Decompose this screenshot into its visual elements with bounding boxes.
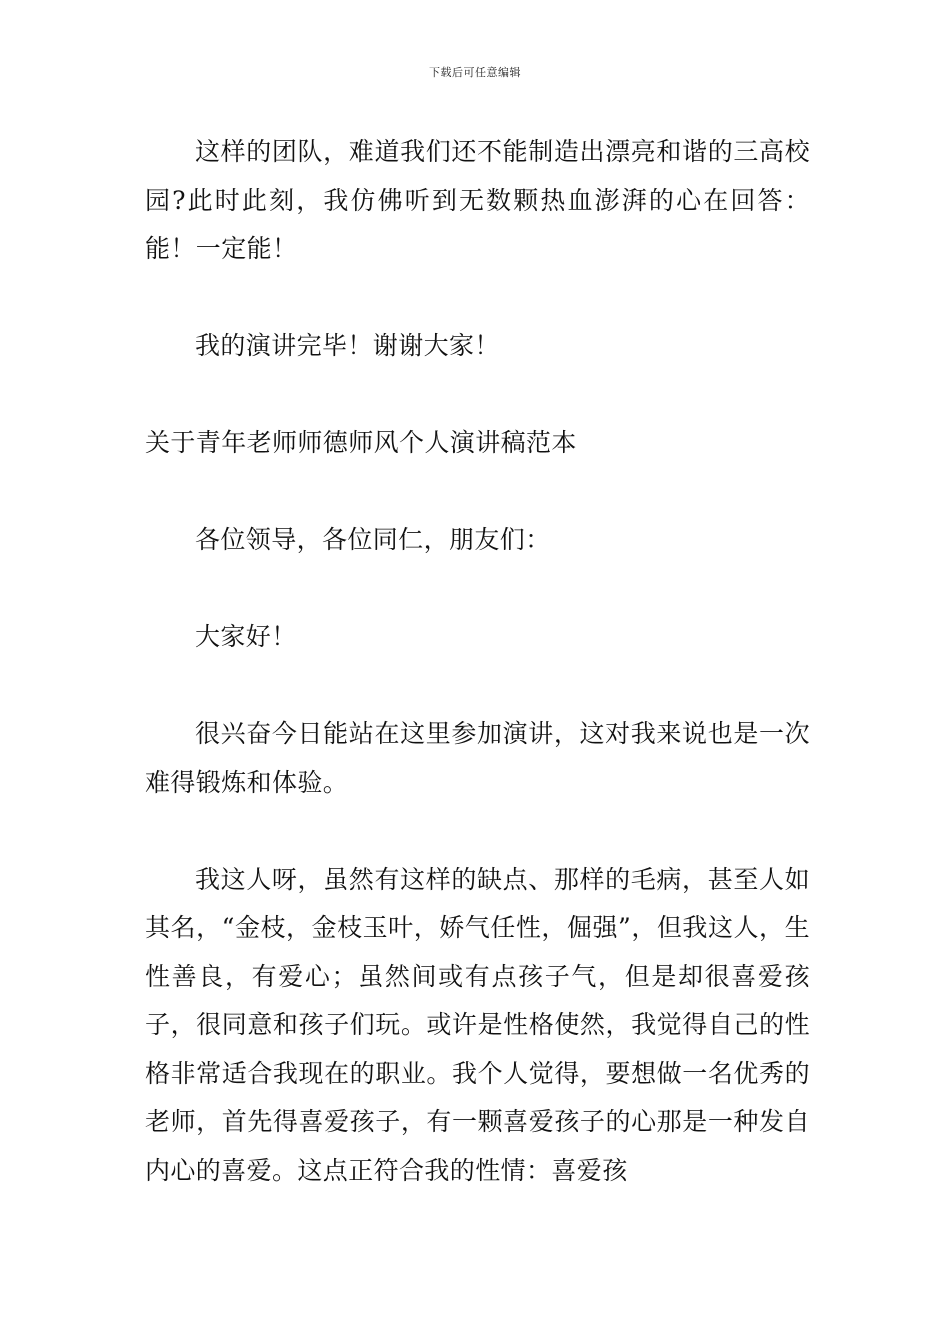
document-body (145, 128, 810, 1244)
paragraph-opening: 很兴奋今日能站在这里参加演讲，这对我来说也是一次难得锻炼和体验。 (145, 719, 810, 797)
paragraph-closing-vision: 这样的团队，难道我们还不能制造出漂亮和谐的三高校园?此时此刻，我仿佛听到无数颗热血澎湃的心在回答：能！一定能！ (145, 137, 810, 263)
paragraph-self-description: 我这人呀，虽然有这样的缺点、那样的毛病，甚至人如其名，“金枝，金枝玉叶，娇气任性，倔强”，但我这人，生性善良，有爱心；虽然间或有点孩子气，但是却很喜爱孩子，很同意和孩子们玩。或许是性格使然，我觉得自己的性格非常适合我现在的职业。我个人觉得，要想做一名优秀的老师，首先得喜爱孩子，有一颗喜爱孩子的心那是一种发自内心的喜爱。这点正符合我的性情：喜爱孩 (145, 864, 810, 1185)
page-header-note: 下载后可任意编辑 (429, 66, 521, 79)
paragraph-thanks: 我的演讲完毕！谢谢大家！ (195, 331, 500, 360)
paragraph-hello: 大家好！ (195, 622, 297, 651)
paragraph-greeting-audience: 各位领导，各位同仁，朋友们： (195, 525, 551, 554)
section-title: 关于青年老师师德师风个人演讲稿范本 (145, 428, 577, 457)
